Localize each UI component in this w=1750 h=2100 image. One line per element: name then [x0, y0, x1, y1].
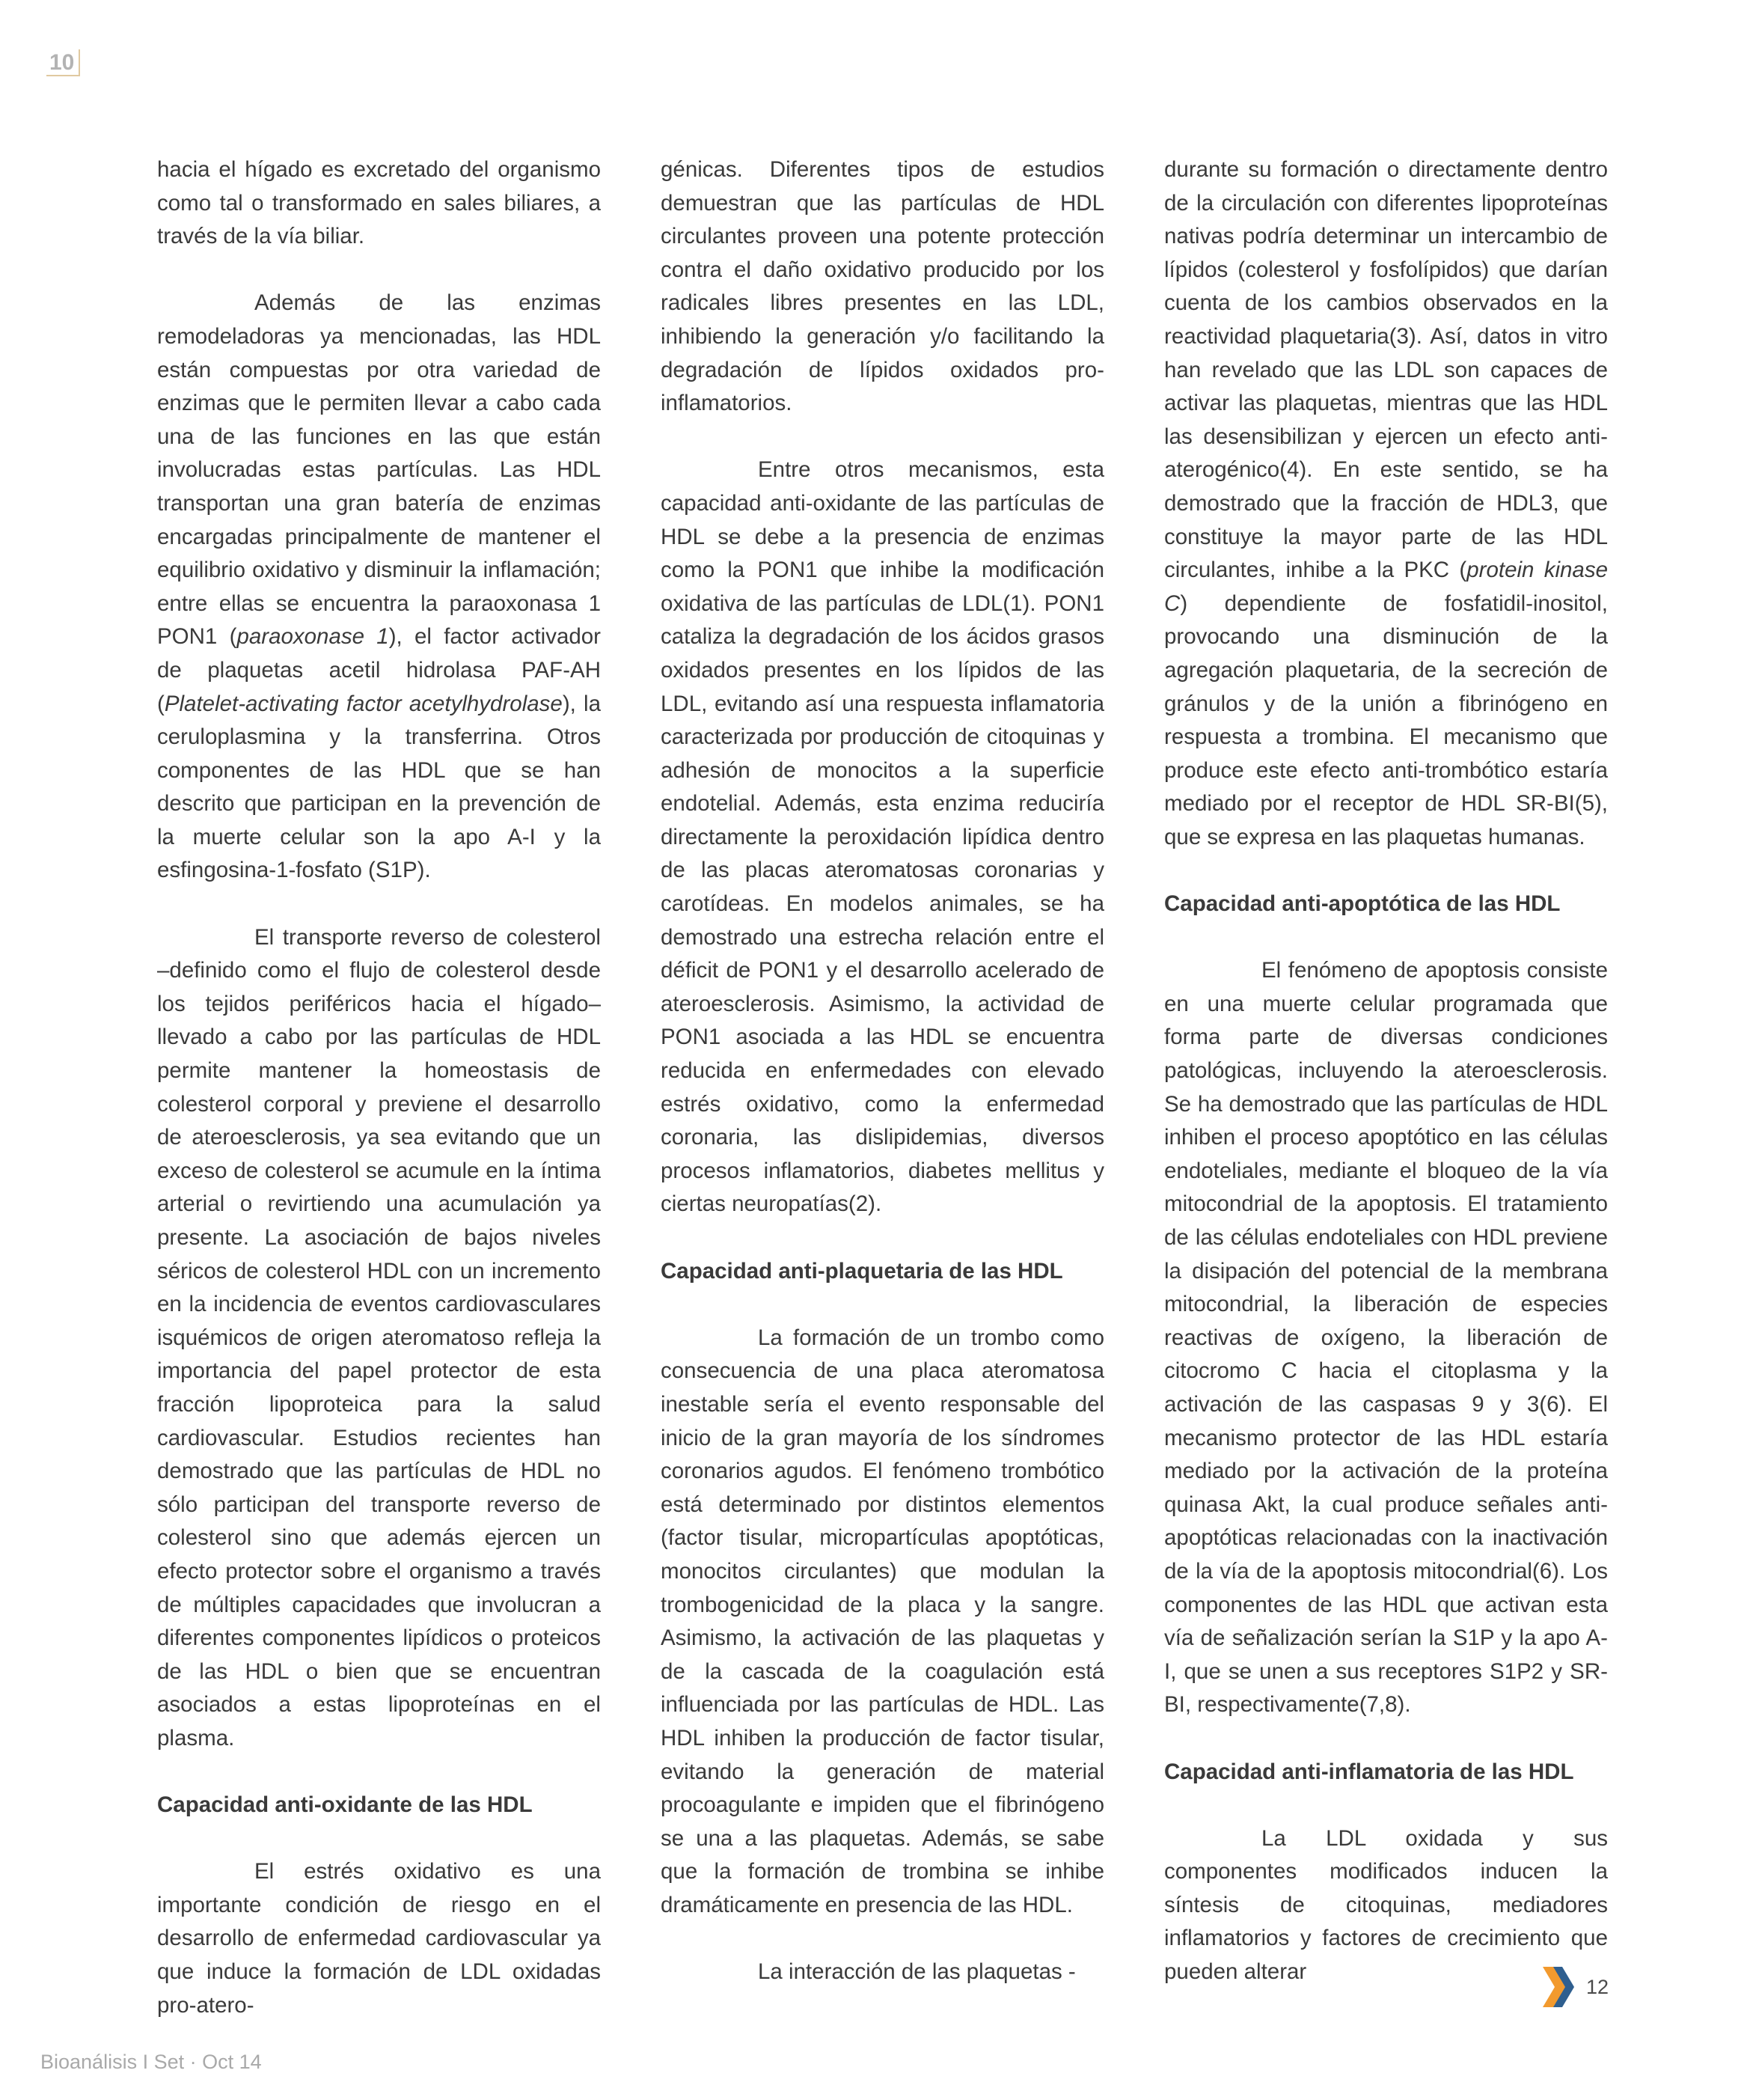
paragraph: Además de las enzimas remodeladoras ya mencionadas, las HDL están compuestas por otra variedad de enzimas que le permiten llevar a cabo cada una de las funciones en las que están involucradas estas partículas. Las HDL transportan una gran batería de enzimas encargadas principalmente de mantener el equilibrio oxidativo y disminuir la inflamación; entre ellas se encuentra la paraoxonasa 1 PON1 (paraoxonase 1), el factor activador de plaquetas acetil hidrolasa PAF-AH (Platelet-activating factor acetylhydrolase), la ceruloplasmina y la transferrina. Otros componentes de las HDL que se han descrito que participan en la prevención de la muerte celular son la apo A-I y la esfingosina-1-fosfato (S1P). — [157, 290, 601, 883]
text-column-3 — [1164, 153, 1608, 1989]
double-chevron-right-icon — [1541, 1967, 1577, 2007]
paragraph: Entre otros mecanismos, esta capacidad anti-oxidante de las partículas de HDL se debe a la presencia de enzimas como la PON1 que inhibe la modificación oxidativa de las partículas de LDL(1). PON1 cataliza la degradación de los ácidos grasos oxidados presentes en los lípidos de las LDL, evitando así una respuesta inflamatoria caracterizada por producción de citoquinas y adhesión de monocitos a la superficie endotelial. Además, esta enzima reduciría directamente la peroxidación lipídica dentro de las placas ateromatosas coronarias y carotídeas. En modelos animales, se ha demostrado una estrecha relación entre el déficit de PON1 y el desarrollo acelerado de ateroesclerosis. Asimismo, la actividad de PON1 asociada a las HDL se encuentra reducida en enfermedades con elevado estrés oxidativo, como la enfermedad coronaria, las dislipidemias, diversos procesos inflamatorios, diabetes mellitus y ciertas neuropatías(2). — [661, 457, 1104, 1217]
text-column-2 — [661, 153, 1104, 1989]
paragraph: La formación de un trombo como consecuencia de una placa ateromatosa inestable sería el evento responsable del inicio de la gran mayoría de los síndromes coronarios agudos. El fenómeno trombótico está determinado por distintos elementos (factor tisular, micropartículas apoptóticas, monocitos circulantes) que modulan la trombogenicidad de la placa y la sangre. Asimismo, la activación de las plaquetas y de la cascada de la coagulación está influenciada por las partículas de HDL. Las HDL inhiben la producción de factor tisular, evitando la generación de material procoagulante e impiden que el fibrinógeno se una a las plaquetas. Además, se sabe que la formación de trombina se inhibe dramáticamente en presencia de las HDL. — [661, 1325, 1104, 1917]
continue-page-number: 12 — [1586, 1975, 1609, 1998]
paragraph: El transporte reverso de colesterol –definido como el flujo de colesterol desde los tejidos periféricos hacia el hígado– llevado a cabo por las partículas de HDL permite mantener la homeostasis de colesterol corporal y previene el desarrollo de ateroesclerosis, ya sea evitando que un exceso de colesterol se acumule en la íntima arterial o revirtiendo una acumulación ya presente. La asociación de bajos niveles séricos de colesterol HDL con un incremento en la incidencia de eventos cardiovasculares isquémicos de origen ateromatoso refleja la importancia del papel protector de esta fracción lipoproteica para la salud cardiovascular. Estudios recientes han demostrado que las partículas de HDL no sólo participan del transporte reverso de colesterol sino que además ejercen un efecto protector sobre el organismo a través de múltiples capacidades que involucran a diferentes componentes lipídicos o proteicos de las HDL o bien que se encuentran asociados a estas lipoproteínas en el plasma. — [157, 924, 601, 1750]
italic-term: protein kinase C — [1164, 558, 1608, 616]
section-heading: Capacidad anti-plaquetaria de las HDL — [661, 1258, 1063, 1283]
section-heading: Capacidad anti-oxidante de las HDL — [157, 1792, 533, 1818]
paragraph: durante su formación o directamente dentro de la circulación con diferentes lipoproteínas nativas podría determinar un intercambio de lípidos (colesterol y fosfolípidos) que darían cuenta de los cambios observados en la reactividad plaquetaria(3). Así, datos in vitro han revelado que las LDL son capaces de activar las plaquetas, mientras que las HDL las desensibilizan y ejercen un efecto anti-aterogénico(4). En este sentido, se ha demostrado que la fracción de HDL3, que constituye la mayor parte de las HDL circulantes, inhibe a la PKC (protein kinase C) dependiente de fosfatidil-inositol, provocando una disminución de la agregación plaquetaria, de la secreción de gránulos y de la unión a fibrinógeno en respuesta a trombina. El mecanismo que produce este efecto anti-trombótico estaría mediado por el receptor de HDL SR-BI(5), que se expresa en las plaquetas humanas. — [1164, 157, 1608, 849]
publication-footer: Bioanálisis I Set · Oct 14 — [40, 2051, 262, 2073]
continue-marker — [1541, 1967, 1609, 2007]
paragraph: El fenómeno de apoptosis consiste en una muerte celular programada que forma parte de diversas condiciones patológicas, incluyendo la ateroesclerosis. Se ha demostrado que las partículas de HDL inhiben el proceso apoptótico en las células endoteliales, mediante el bloqueo de la vía mitocondrial de la apoptosis. El tratamiento de las células endoteliales con HDL previene la disipación del potencial de la membrana mitocondrial, la liberación de especies reactivas de oxígeno, la liberación de citocromo C hacia el citoplasma y la activación de las caspasas 9 y 3(6). El mecanismo protector de las HDL estaría mediado por la activación de la proteína quinasa Akt, la cual produce señales anti-apoptóticas relacionadas con la inactivación de la vía de la apoptosis mitocondrial(6). Los componentes de las HDL que activan esta vía de señalización serían la S1P y la apo A-I, que se unen a sus receptores S1P2 y SR-BI, respectivamente(7,8). — [1164, 958, 1608, 1718]
section-heading: Capacidad anti-inflamatoria de las HDL — [1164, 1759, 1574, 1784]
page-number: 10 — [46, 49, 80, 76]
italic-term: paraoxonase 1 — [236, 624, 389, 650]
section-heading: Capacidad anti-apoptótica de las HDL — [1164, 891, 1561, 917]
text-column-1 — [157, 153, 601, 2022]
paragraph: La LDL oxidada y sus componentes modificados inducen la síntesis de citoquinas, mediadores inflamatorios y factores de crecimiento que pueden alterar — [1164, 1825, 1608, 1985]
paragraph: hacia el hígado es excretado del organismo como tal o transformado en sales biliares, a través de la vía biliar. — [157, 157, 601, 249]
paragraph: génicas. Diferentes tipos de estudios demuestran que las partículas de HDL circulantes proveen una potente protección contra el daño oxidativo producido por los radicales libres presentes en las LDL, inhibiendo la generación y/o facilitando la degradación de lípidos oxidados pro-inflamatorios. — [661, 157, 1104, 416]
paragraph: El estrés oxidativo es una importante condición de riesgo en el desarrollo de enfermedad cardiovascular ya que induce la formación de LDL oxidadas pro-atero- — [157, 1859, 601, 2018]
italic-term: Platelet-activating factor acetylhydrolase — [164, 691, 563, 716]
paragraph: La interacción de las plaquetas - — [758, 1959, 1076, 1985]
